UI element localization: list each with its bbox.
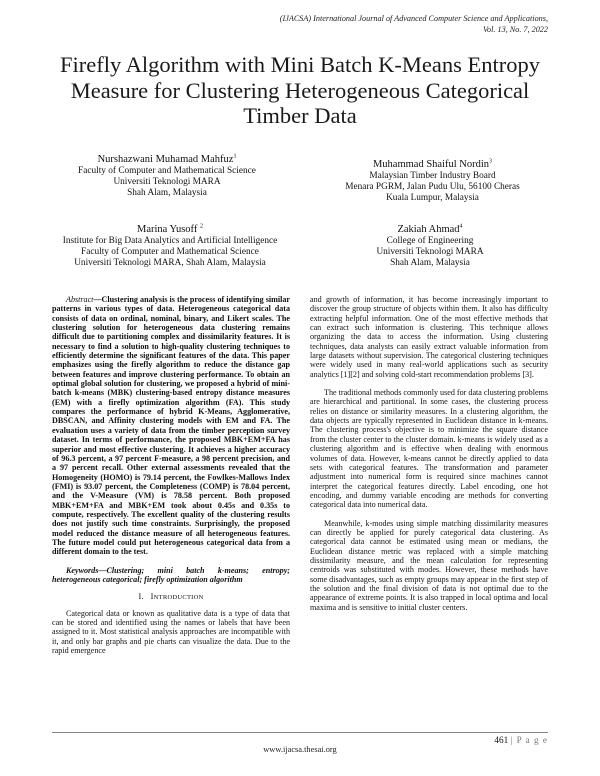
author-affiliation: Universiti Teknologi MARA, Shah Alam, Malaysia	[74, 258, 266, 269]
author-affiliation: Universiti Teknologi MARA	[113, 177, 221, 188]
abstract: Abstract—Clustering analysis is the process of identifying similar patterns in various types of data. Heterogeneous categorical data consists of data on ordinal, nominal, binary, and Likert scales. The clustering solution for heterogeneous data clustering remains difficult due to partitioning complex and dissimilarity features. It is necessary to find a solution to high-quality clustering techniques to efficiently determine the significant features of the data. This paper emphasizes using the firefly algorithm to reduce the distance gap between features and improve clustering performance. To obtain an optimal global solution for clustering, we proposed a hybrid of mini-batch k-means (MBK) clustering-based entropy distance measures (EM) with a firefly optimization algorithm (FA). This study compares the performance of hybrid K-Means, Agglomerative, DBSCAN, and Affinity clustering models with EM and FA. The evaluation uses a variety of data from the timber perception survey dataset. In terms of performance, the proposed MBK+EM+FA has superior and most effective clustering. It achieves a higher accuracy of 96.3 percent, a 97 percent F-measure, a 98 percent precision, and a 97 percent recall. Other external assessments revealed that the Homogeneity (HOMO) is 79.14 percent, the Fowlkes-Mallows Index (FMI) is 93.07 percent, the Completeness (COMP) is 78.04 percent, and the V-Measure (VM) is 78.58 percent. Both proposed MBK+EM+FA and MBK+EM took about 0.45s and 0.35s to compute, respectively. The excellent quality of the clustering results does not justify such time constraints. Surprisingly, the proposed model reduced the distance measure of all heterogeneous features. The future model could put heterogeneous categorical data from a different domain to the test.	[52, 295, 290, 557]
right-column	[310, 295, 548, 612]
author-affiliation: Kuala Lumpur, Malaysia	[386, 193, 479, 204]
author-affiliation: Faculty of Computer and Mathematical Science	[78, 166, 256, 176]
author-block-4	[330, 223, 530, 270]
journal-website: www.ijacsa.thesai.org	[263, 745, 337, 754]
author-block-2	[40, 223, 300, 270]
footer-divider	[52, 732, 548, 733]
author-name: Marina Yusoff $^2$	[137, 223, 203, 235]
section-heading-introduction: I. INTRODUCTION	[138, 592, 204, 602]
journal-header	[188, 14, 548, 35]
body-paragraph: The traditional methods commonly used for data clustering problems are hierarchical and partitional. In some cases, the clustering process relies on distance or similarity measures. In a clustering algorithm, the data objects are typically represented in Euclidean distance in k-means. The clustering process's objective is to minimize the square distance from the cluster center to the cluster domain. k-means is widely used as a clustering algorithm and is effective when dealing with enormous volumes of data. However, k-means cannot be directly applied to data sets with categorical features. The transformation and parameter adjustment into numerical form is required since machines cannot interpret the categorical features directly. Label encoding, one hot encoding, and dummy variable encoding are methods for converting categorical data into numerical data.	[310, 388, 548, 510]
author-affiliation: Faculty of Computer and Mathematical Science	[81, 247, 259, 258]
keywords-text: Clustering; mini batch k-means; entropy; heterogeneous categorical; firefly optimization algorithm	[52, 565, 290, 584]
keywords-label: Keywords	[66, 565, 99, 575]
abstract-text: Clustering analysis is the process of identifying similar patterns in various types of data. Heterogeneous categorical data consists of data on ordinal, nominal, binary, and Likert scales. The clustering solution for heterogeneous data clustering remains difficult due to partitioning complex and dissimilarity features. It is necessary to find a solution to high-quality clustering techniques to efficiently determine the significant features of the data. This paper emphasizes using the firefly algorithm to reduce the distance gap between features and improve clustering performance. To obtain an optimal global solution for clustering, we proposed a hybrid of mini-batch k-means (MBK) clustering-based entropy distance measures (EM) with a firefly optimization algorithm (FA). This study compares the performance of hybrid K-Means, Agglomerative, DBSCAN, and Affinity clustering models with EM and FA. The evaluation uses a variety of data from the timber perception survey dataset. In terms of performance, the proposed MBK+EM+FA has superior and most effective clustering. It achieves a higher accuracy of 96.3 percent, a 97 percent F-measure, a 98 percent precision, and a 97 percent recall. Other external assessments revealed that the Homogeneity (HOMO) is 79.14 percent, the Fowlkes-Mallows Index (FMI) is 93.07 percent, the Completeness (COMP) is 78.04 percent, and the V-Measure (VM) is 78.58 percent. Both proposed MBK+EM+FA and MBK+EM took about 0.45s and 0.35s to compute, respectively. The excellent quality of the clustering results does not justify such time constraints. Surprisingly, the proposed model reduced the distance measure of all heterogeneous features. The future model could put heterogeneous categorical data from a different domain to the test.	[52, 295, 290, 557]
body-paragraph: and growth of information, it has become increasingly important to discover the group structure of objects within them. It also has difficulty extracting helpful information. One of the most effective methods that can extract such information is clustering. This technique allows organizing the data to access the information. Using clustering techniques, data analysts can easily extract valuable information from large datasets without supervision. The categorical clustering techniques were widely used in many real-world applications such as security analytics [1][2] and solving cold-start recommendation problems [3].	[310, 295, 548, 379]
author-affiliation: Shah Alam, Malaysia	[390, 258, 470, 269]
author-affiliation: Malaysian Timber Industry Board	[369, 171, 496, 181]
journal-name: (IJACSA) International Journal of Advanced Computer Science and Applications,	[279, 14, 548, 23]
intro-paragraph: Categorical data or known as qualitative data is a type of data that can be stored and identified using the names or labels that have been assigned to it. Most statistical analysis approaches are incompatible with it, and only bar graphs and pie charts can visualize the data. Due to the rapid emergence	[52, 608, 290, 656]
abstract-label: Abstract	[66, 295, 94, 304]
body-paragraph: Meanwhile, k-modes using simple matching dissimilarity measures can directly be applied for purely categorical data clustering. As categorical data cannot be estimated using mean or medians, the Euclidean distance metric was replaced with a simple matching dissimilarity measure, and the mean calculation for representing centroids was substituted with modes. However, these methods have some disadvantages, such as empty groups may appear in the first step of the solution and the final division of data is not optimal due to the appearance of extreme points. It is also trapped in local optima and local maxima and is sensitive to initial cluster centers.	[310, 518, 548, 612]
author-affiliation: Shah Alam, Malaysia	[127, 188, 207, 199]
paper-title: Firefly Algorithm with Mini Batch K-Means Entropy Measure for Clustering Heterogeneous Categorical Timber Data	[60, 52, 540, 128]
keywords: Keywords—Clustering; mini batch k-means; entropy; heterogeneous categorical; firefly optimization algorithm	[52, 565, 290, 584]
author-affiliation: Institute for Big Data Analytics and Artificial Intelligence	[62, 236, 278, 246]
author-affiliation: College of Engineering	[386, 236, 474, 246]
author-name: Nurshazwani Muhamad Mahfuz$^1$	[97, 153, 237, 165]
author-affiliation: Menara PGRM, Jalan Pudu Ulu, 56100 Cheras	[345, 182, 520, 193]
author-block-3	[310, 158, 555, 205]
author-name: Muhammad Shaiful Nordin$^3$	[372, 158, 493, 170]
page-number: 461 | P a g e	[494, 735, 548, 745]
left-column	[52, 295, 290, 655]
author-affiliation: Universiti Teknologi MARA	[376, 247, 484, 258]
author-block-1	[52, 153, 282, 200]
author-name: Zakiah Ahmad$^4$	[397, 223, 463, 235]
journal-volume: Vol. 13, No. 7, 2022	[482, 24, 548, 34]
